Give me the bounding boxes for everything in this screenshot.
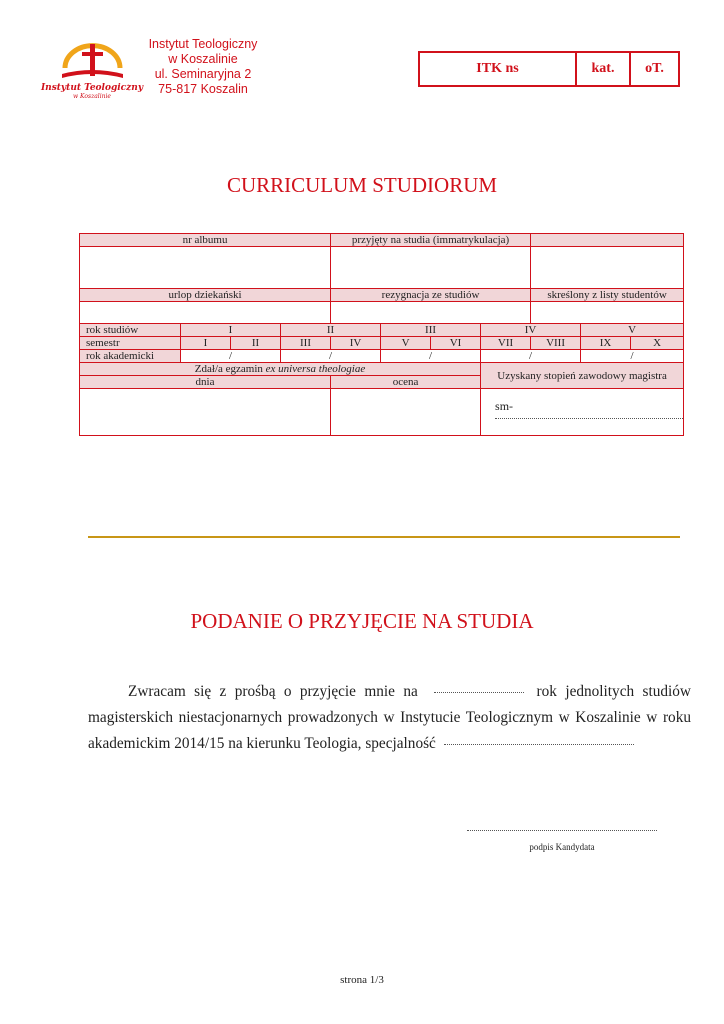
semester-5: V <box>381 337 431 350</box>
semester-4: IV <box>331 337 381 350</box>
rezygnacja-label: rezygnacja ze studiów <box>331 289 531 302</box>
urlop-label: urlop dziekański <box>80 289 331 302</box>
immatrykulacja-label: przyjęty na studia (immatrykulacja) <box>331 234 531 247</box>
logo-text-1: Instytut Teologiczny <box>40 83 144 93</box>
acad-year-1[interactable]: / <box>181 350 281 363</box>
dnia-label: dnia <box>80 376 331 389</box>
logo-text-2: w Koszalinie <box>73 93 111 100</box>
logo-graphic <box>40 38 144 100</box>
skreslony-field[interactable] <box>531 302 684 324</box>
exam-prefix: Zdał/a egzamin <box>194 363 263 375</box>
acad-year-3[interactable]: / <box>381 350 481 363</box>
sm-label: sm- <box>495 398 514 413</box>
semester-2: II <box>231 337 281 350</box>
signature-line[interactable] <box>467 830 657 831</box>
semester-7: VII <box>481 337 531 350</box>
rok-studiow-label: rok studiów <box>80 324 181 337</box>
year-4: IV <box>481 324 581 337</box>
immatrykulacja-field[interactable] <box>331 247 531 289</box>
page-number: strona 1/3 <box>340 974 384 986</box>
year-1: I <box>181 324 281 337</box>
semester-1: I <box>181 337 231 350</box>
acad-year-2[interactable]: / <box>281 350 381 363</box>
empty-field[interactable] <box>531 247 684 289</box>
exam-italic: ex universa theologiae <box>265 363 366 375</box>
application-title: PODANIE O PRZYJĘCIE NA STUDIA <box>190 609 534 633</box>
acad-year-4[interactable]: / <box>481 350 581 363</box>
acad-year-5[interactable]: / <box>581 350 684 363</box>
page-title: CURRICULUM STUDIORUM <box>226 173 498 197</box>
application-paragraph <box>88 679 691 757</box>
semester-3: III <box>281 337 331 350</box>
year-3: III <box>381 324 481 337</box>
sm-field[interactable] <box>481 389 684 436</box>
semester-10: X <box>631 337 684 350</box>
code-ot: oT. <box>645 61 664 76</box>
year-blank[interactable] <box>434 692 524 693</box>
institute-logo <box>40 38 144 100</box>
degree-label: Uzyskany stopień zawodowy magistra <box>481 363 684 389</box>
sm-dotted-line <box>495 418 683 419</box>
rok-akademicki-label: rok akademicki <box>80 350 181 363</box>
curriculum-table <box>79 233 684 436</box>
ocena-label: ocena <box>331 376 481 389</box>
semester-9: IX <box>581 337 631 350</box>
semester-6: VI <box>431 337 481 350</box>
nr-albumu-label: nr albumu <box>80 234 331 247</box>
ocena-field[interactable] <box>331 389 481 436</box>
para-part-2: rok jednolitych studiów magisterskich niestacjonarnych prowadzonych w Instytucie Teologicznym w Koszalinie w roku akademickim 2014/15 na kierunku Teologia, specjalność <box>88 683 691 752</box>
semestr-label: semestr <box>80 337 181 350</box>
empty-header <box>531 234 684 247</box>
exam-label <box>80 363 481 376</box>
urlop-field[interactable] <box>80 302 331 324</box>
specialty-blank[interactable] <box>444 744 634 745</box>
skreslony-label: skreślony z listy studentów <box>531 289 684 302</box>
code-itk: ITK ns <box>420 53 577 85</box>
code-box <box>418 51 680 87</box>
year-2: II <box>281 324 381 337</box>
institution-address <box>138 37 268 97</box>
inst-line-2: w Koszalinie <box>168 52 238 66</box>
para-part-1: Zwracam się z prośbą o przyjęcie mnie na <box>128 683 418 700</box>
dnia-field[interactable] <box>80 389 331 436</box>
nr-albumu-field[interactable] <box>80 247 331 289</box>
signature-label: podpis Kandydata <box>529 842 595 852</box>
inst-line-1: Instytut Teologiczny <box>148 37 258 51</box>
inst-line-3: ul. Seminaryjna 2 <box>154 67 252 81</box>
divider <box>88 536 680 538</box>
rezygnacja-field[interactable] <box>331 302 531 324</box>
semester-8: VIII <box>531 337 581 350</box>
year-5: V <box>581 324 684 337</box>
code-kat: kat. <box>577 53 631 85</box>
inst-line-4: 75-817 Koszalin <box>158 82 248 96</box>
